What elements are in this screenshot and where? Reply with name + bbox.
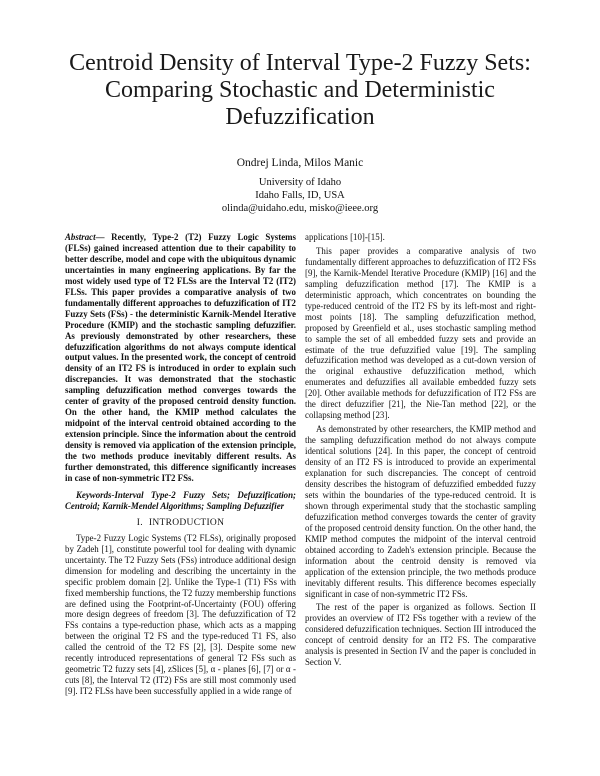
section-heading-introduction: [65, 518, 296, 529]
author-names: Ondrej Linda, Milos Manic: [236, 157, 364, 169]
paper-title: Centroid Density of Interval Type-2 Fuzzy Sets: Comparing Stochastic and Deterministic Defuzzification: [69, 50, 531, 130]
section-number: I.: [136, 517, 143, 528]
author-block: [0, 157, 600, 215]
affiliation-university: University of Idaho: [258, 177, 342, 188]
author-emails: olinda@uidaho.edu, misko@ieee.org: [221, 203, 379, 214]
abstract: [65, 232, 296, 484]
intro-continuation: applications [10]-[15].: [305, 232, 385, 242]
body-paragraph-2: As demonstrated by other researchers, the KMIP method and the sampling defuzzification method do not always compute identical solutions [24]. In this paper, the concept of centroid density of an IT2 FS is introduced to provide an experimental explanation for such discrepancies. The concept of centroid density describes the histogram of defuzzified embedded fuzzy sets within the boundaries of the type-reduced centroid. It is shown through experimental study that the stochastic sampling defuzzification method converges towards the center of gravity of the proposed centroid density function. On the other hand, the KMIP method computes the midpoint of the interval centroid obtained according to Zadeh's extension principle. Because the information about the centroid density is removed via application of the extension principle, the two methods produce inevitably different results. This difference becomes especially significant in case of non-symmetric IT2 FSs.: [305, 424, 536, 599]
keywords: Keywords-Interval Type-2 Fuzzy Sets; Defuzzification; Centroid; Karnik-Mendel Algorithms; Sampling Defuzzifier: [65, 489, 296, 511]
body-paragraph-1: This paper provides a comparative analysis of two fundamentally different approaches to defuzzification of IT2 FSs [9], the Karnik-Mendel Iterative Procedure (KMIP) [16] and the sampling defuzzification method [17]. The KMIP is a deterministic approach, which concentrates on bounding the type-reduced centroid of the IT2 FS by its left-most and right-most points [18]. The sampling defuzzification method, proposed by Greenfield et al., uses stochastic sampling method to sample the set of all embedded fuzzy sets and provide an estimate of the true defuzzified value [19]. The sampling defuzzification method was developed as a cut-down version of the original exhaustive defuzzification method, which enumerates and defuzzifies all available embedded fuzzy sets [20]. Other available methods for defuzzification of IT2 FSs are the direct defuzzifier [21], the Nie-Tan method [22], or the collapsing method [23].: [305, 245, 536, 421]
abstract-label: Abstract: [65, 232, 96, 242]
left-column: [65, 232, 296, 700]
abstract-text: — Recently, Type-2 (T2) Fuzzy Logic Systems (FLSs) gained increased attention due to their capability to better describe, model and cope with the ubiquitous dynamic uncertainties in many engineering applications. By far the most widely used type of T2 FLSs are the Interval T2 (IT2) FLSs. This paper provides a comparative analysis of two fundamentally different approaches to defuzzification of IT2 Fuzzy Sets (FSs) - the deterministic Karnik-Mendel Iterative Procedure (KMIP) and the stochastic sampling defuzzifier. As previously demonstrated by other researchers, these defuzzification algorithms do not always compute identical output values. In the presented work, the concept of centroid density of an IT2 FS is introduced in order to explain such discrepancies. It was demonstrated that the stochastic sampling defuzzification method converges towards the center of gravity of the proposed centroid density function. On the other hand, the KMIP method calculates the midpoint of the interval centroid obtained according to the extension principle. Since the information about the centroid density is removed via application of the extension principle, the two methods produce inevitably different results. As further demonstrated, this difference significantly increases in case of non-symmetric IT2 FSs.: [65, 232, 296, 483]
right-column: [305, 232, 536, 671]
section-title: INTRODUCTION: [148, 517, 225, 528]
affiliation-location: Idaho Falls, ID, USA: [255, 190, 345, 201]
intro-paragraph: Type-2 Fuzzy Logic Systems (T2 FLSs), originally proposed by Zadeh [1], constitute powerful tool for dealing with dynamic uncertainty. The T2 Fuzzy Sets (FSs) introduce additional design dimension for modeling and describing the uncertainty in the specific problem domain [2]. Unlike the Type-1 (T1) FSs with fixed membership functions, the T2 fuzzy membership functions are defined using the Footprint-of-Uncertainty (FOU) offering more design degrees of freedom [3]. The defuzzification of T2 FSs contains a type-reduction phase, which acts as a mapping between the original T2 FS and the type-reduced T1 FS, also called the centroid of the T2 FS [2], [3]. Despite some new recently introduced representations of general T2 FSs such as geometric T2 fuzzy sets [4], zSlices [5], α - planes [6], [7] or α - cuts [8], the Interval T2 (IT2) FSs are still most commonly used [9]. IT2 FLSs have been successfully applied in a wide range of: [65, 532, 296, 697]
body-paragraph-3: The rest of the paper is organized as follows. Section II provides an overview of IT2 FSs together with a review of the considered defuzzification techniques. Section III introduced the concept of centroid density for an IT2 FS. The comparative analysis is presented in Section IV and the paper is concluded in Section V.: [305, 602, 536, 668]
